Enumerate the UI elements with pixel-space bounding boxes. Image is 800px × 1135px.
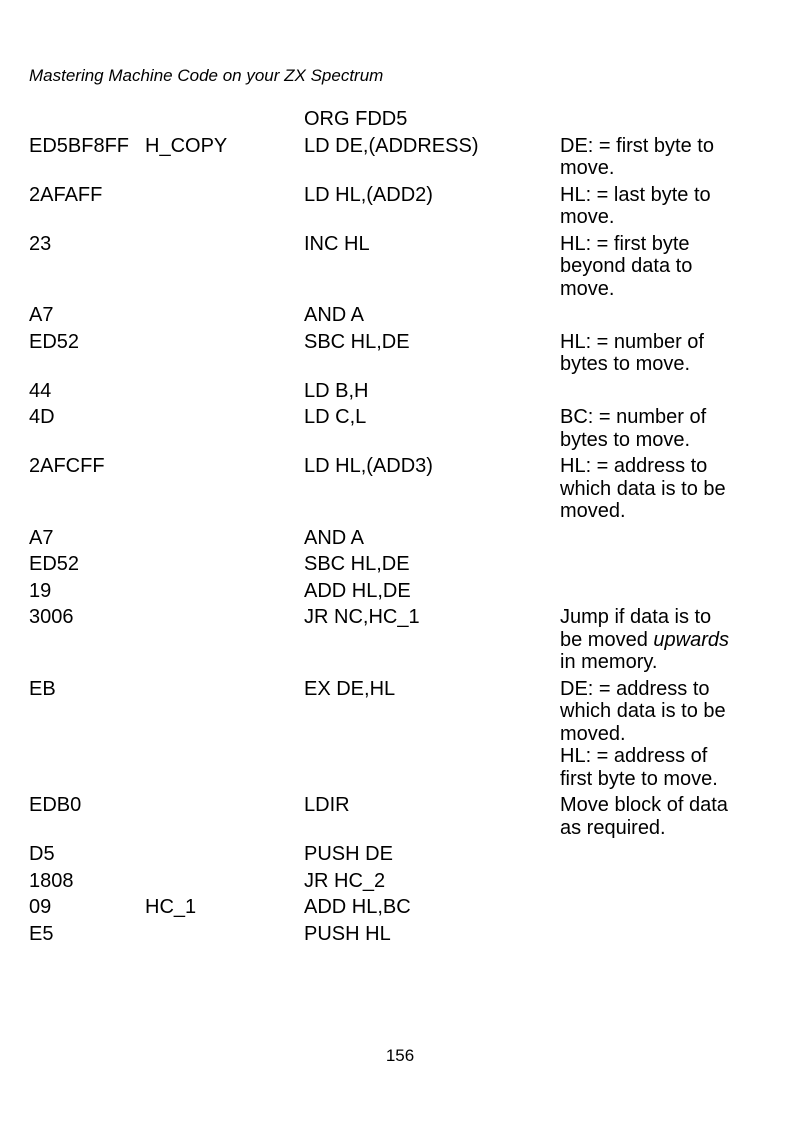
comment: [560, 606, 770, 674]
instruction: JR NC,HC_1: [304, 606, 420, 628]
comment: [560, 304, 770, 327]
instruction: ADD HL,BC: [304, 896, 411, 918]
listing-row: [29, 380, 779, 403]
comment: [560, 527, 770, 550]
instruction: ORG FDD5: [304, 108, 408, 130]
instruction: PUSH HL: [304, 922, 391, 945]
listing-row: [29, 896, 779, 919]
label: [145, 108, 304, 131]
label: [145, 184, 304, 229]
comment: HL: = address to which data is to be moved.: [560, 455, 726, 522]
listing-row: [29, 135, 779, 180]
instruction: JR HC_2: [304, 869, 386, 892]
label: [145, 380, 304, 403]
instruction: AND A: [304, 304, 365, 326]
label: [145, 406, 304, 451]
label: [145, 843, 304, 866]
listing-row: [29, 923, 779, 946]
listing-row: [29, 678, 779, 791]
listing-row: [29, 843, 779, 866]
comment: Move block of data as required.: [560, 794, 728, 839]
listing-row: [29, 455, 779, 523]
hex-code: 19: [29, 579, 52, 602]
label: [145, 606, 304, 674]
label: HC_1: [145, 896, 197, 918]
label: [145, 794, 304, 839]
listing-row: [29, 108, 779, 131]
listing-row: [29, 606, 779, 674]
label: [145, 455, 304, 523]
comment: HL: = first byte beyond data to move.: [560, 232, 693, 300]
comment: HL: = number of bytes to move.: [560, 330, 704, 375]
hex-code: A7: [29, 526, 54, 549]
hex-code: 23: [29, 232, 52, 255]
instruction: LD DE,(ADDRESS): [304, 134, 479, 157]
instruction: LD B,H: [304, 379, 369, 402]
hex-code: ED52: [29, 553, 80, 575]
comment-text: Jump if data is to be moved: [560, 606, 712, 651]
instruction: ADD HL,DE: [304, 579, 411, 602]
comment: [560, 108, 770, 131]
comment: [560, 923, 770, 946]
listing-row: [29, 304, 779, 327]
comment: [560, 553, 770, 576]
instruction: LD HL,(ADD3): [304, 455, 433, 477]
instruction: AND A: [304, 526, 365, 549]
instruction: INC HL: [304, 232, 370, 255]
comment: [560, 380, 770, 403]
listing-row: [29, 870, 779, 893]
hex-code: ED5BF8FF: [29, 134, 130, 157]
label: [145, 678, 304, 791]
label: [145, 331, 304, 376]
listing-row: [29, 406, 779, 451]
comment-emphasis: upwards: [653, 628, 729, 651]
listing-row: [29, 553, 779, 576]
label: [145, 527, 304, 550]
page-number: 156: [385, 1046, 415, 1065]
hex-code: E5: [29, 922, 54, 945]
instruction: LD C,L: [304, 406, 367, 428]
hex-code: ED52: [29, 330, 80, 353]
code-listing: [29, 108, 779, 949]
hex-code: 1808: [29, 869, 74, 892]
label: H_COPY: [145, 134, 228, 157]
listing-row: [29, 580, 779, 603]
hex-code: 44: [29, 379, 52, 402]
label: [145, 553, 304, 576]
label: [145, 233, 304, 301]
hex-code: [29, 108, 145, 131]
hex-code: EB: [29, 677, 56, 700]
label: [145, 870, 304, 893]
hex-code: 3006: [29, 606, 74, 628]
hex-code: 2AFCFF: [29, 455, 105, 477]
instruction: LD HL,(ADD2): [304, 183, 433, 206]
label: [145, 304, 304, 327]
hex-code: 4D: [29, 406, 55, 428]
instruction: SBC HL,DE: [304, 330, 410, 353]
comment: BC: = number of bytes to move.: [560, 406, 707, 451]
comment: [560, 870, 770, 893]
comment-text: in memory.: [560, 651, 658, 673]
listing-row: [29, 794, 779, 839]
comment: DE: = first byte to move.: [560, 134, 714, 179]
comment: [560, 896, 770, 919]
hex-code: EDB0: [29, 794, 82, 816]
hex-code: D5: [29, 843, 55, 865]
instruction: LDIR: [304, 794, 350, 816]
hex-code: 2AFAFF: [29, 183, 103, 206]
hex-code: 09: [29, 896, 52, 918]
label: [145, 580, 304, 603]
listing-row: [29, 233, 779, 301]
instruction: PUSH DE: [304, 843, 393, 865]
running-header: Mastering Machine Code on your ZX Spectrum: [29, 66, 384, 85]
comment: [560, 843, 770, 866]
comment: [560, 580, 770, 603]
hex-code: A7: [29, 304, 54, 326]
comment: DE: = address to which data is to be moved. HL: = address of first byte to move.: [560, 677, 726, 790]
instruction: EX DE,HL: [304, 677, 396, 700]
label: [145, 923, 304, 946]
listing-row: [29, 184, 779, 229]
instruction: SBC HL,DE: [304, 553, 410, 575]
listing-row: [29, 527, 779, 550]
comment: HL: = last byte to move.: [560, 183, 711, 228]
listing-row: [29, 331, 779, 376]
